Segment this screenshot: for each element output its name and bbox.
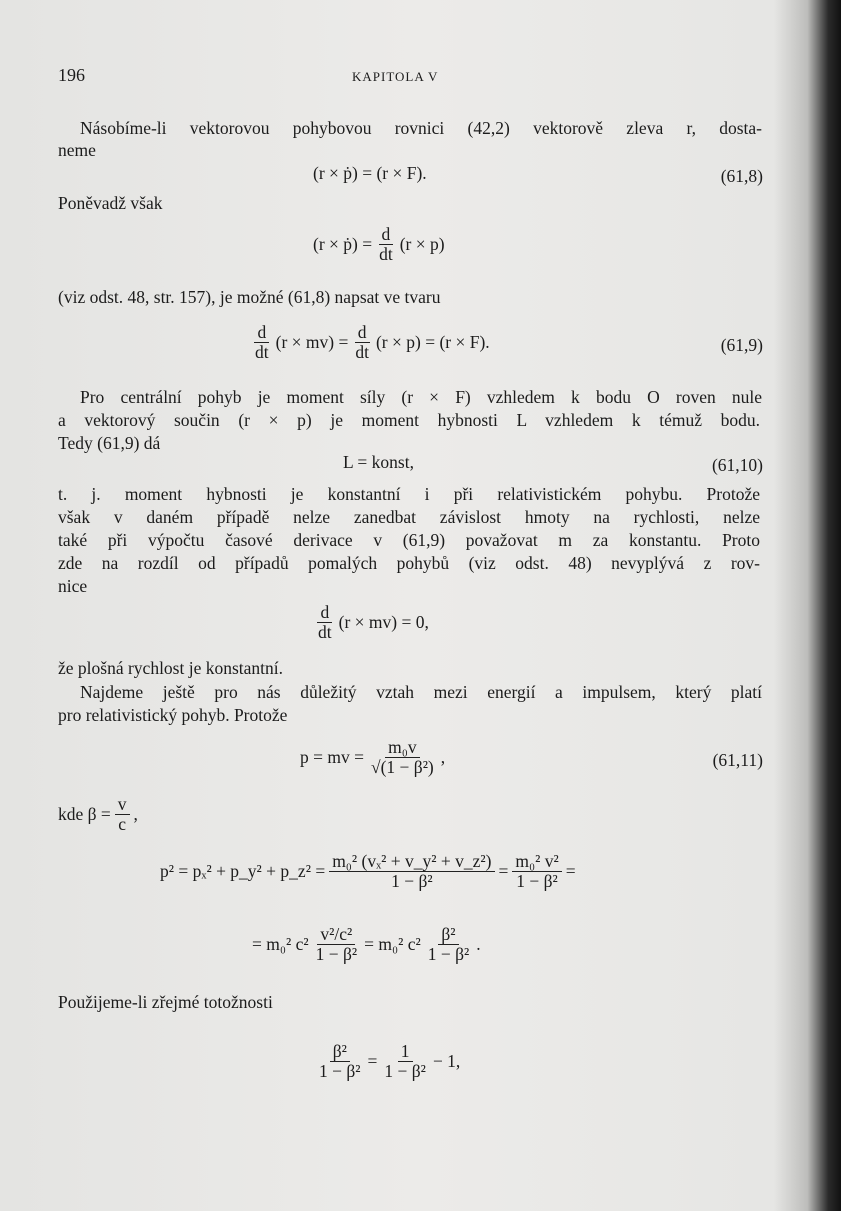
numerator: m₀v	[385, 738, 419, 758]
equation-momentum-squared	[160, 852, 576, 892]
paragraph-line: a vektorový součin (r × p) je moment hybnosti L vzhledem k témuž bodu.	[58, 410, 760, 430]
paragraph-line: také při výpočtu časové derivace v (61,9) považovat m za konstantu. Proto	[58, 530, 760, 550]
fraction	[115, 795, 130, 835]
equation-text: p = mv =	[300, 747, 364, 768]
numerator: d	[317, 603, 332, 623]
paragraph-line: že plošná rychlost je konstantní.	[58, 658, 284, 678]
numerator: v	[115, 795, 130, 815]
fraction	[381, 1042, 429, 1082]
equation-derivative	[313, 225, 445, 265]
numerator: v²/c²	[317, 925, 355, 945]
equation-text: ,	[440, 747, 446, 768]
denominator: dt	[318, 622, 332, 643]
equation-text: =	[565, 861, 576, 882]
numerator: d	[355, 323, 370, 343]
equation-61-11	[300, 738, 445, 778]
fraction	[252, 323, 272, 363]
running-head: KAPITOLA V	[352, 69, 439, 84]
paragraph-line: Najdeme ještě pro nás důležitý vztah mezi energií a impulsem, který platí	[80, 682, 762, 702]
paragraph-line: Poněvadž však	[58, 193, 163, 213]
fraction	[352, 323, 372, 363]
equation-text: (r × p) = (r × F).	[375, 332, 490, 353]
paragraph-line: zde na rozdíl od případů pomalých pohybů (viz odst. 48) nevyplývá z rov-	[58, 553, 760, 573]
denominator: 1 − β²	[315, 944, 358, 965]
equation-momentum-squared-cont	[252, 925, 481, 965]
fraction	[425, 925, 473, 965]
equation-text: ,	[133, 804, 138, 825]
numerator: β²	[330, 1042, 350, 1062]
denominator: 1 − β²	[427, 944, 470, 965]
equation-text: (r × mv) = 0,	[338, 612, 429, 633]
paragraph-line: neme	[58, 140, 96, 160]
equation-text: (r × mv) =	[275, 332, 349, 353]
equation-text: kde β =	[58, 804, 111, 825]
paragraph-line: t. j. moment hybnosti je konstantní i při relativistickém pohybu. Protože	[58, 484, 760, 504]
equation-text: =	[367, 1051, 378, 1072]
denominator: 1 − β²	[384, 1061, 426, 1082]
fraction	[313, 925, 361, 965]
paragraph-line: Použijeme-li zřejmé totožnosti	[58, 992, 273, 1012]
paragraph-line: (viz odst. 48, str. 157), je možné (61,8) napsat ve tvaru	[58, 287, 441, 307]
equation-text: (r × p)	[399, 234, 445, 255]
denominator: dt	[255, 342, 269, 363]
numerator: d	[379, 225, 394, 245]
paragraph-line: Tedy (61,9) dá	[58, 433, 161, 453]
equation-label: (61,10)	[711, 455, 763, 475]
denominator: dt	[379, 244, 393, 265]
equation-text: p² = pₓ² + p_y² + p_z² =	[160, 861, 326, 882]
equation-text: = m₀² c²	[364, 934, 421, 955]
fraction	[376, 225, 396, 265]
fraction	[315, 603, 335, 643]
equation-area-velocity	[315, 603, 429, 643]
equation-61-9	[252, 323, 490, 363]
denominator: √(1 − β²)	[370, 757, 434, 778]
fraction	[368, 738, 437, 778]
paragraph-line: pro relativistický pohyb. Protože	[58, 705, 288, 725]
equation-text: L = konst,	[343, 452, 414, 472]
denominator: 1 − β²	[391, 871, 433, 892]
numerator: d	[254, 323, 269, 343]
numerator: m₀² v²	[512, 852, 561, 872]
paragraph-line: nice	[58, 576, 88, 596]
denominator: c	[118, 814, 127, 835]
equation-text: .	[476, 934, 481, 955]
paragraph-line: však v daném případě nelze zanedbat závislost hmoty na rychlosti, nelze	[58, 507, 760, 527]
equation-text: − 1,	[432, 1051, 461, 1072]
equation-text: (r × ṗ) =	[313, 234, 373, 255]
fraction	[512, 852, 561, 892]
equation-label: (61,11)	[712, 750, 763, 770]
page-number: 196	[58, 65, 85, 85]
fraction	[329, 852, 494, 892]
beta-definition	[58, 795, 138, 835]
equation-identity	[316, 1042, 460, 1082]
equation-label: (61,8)	[720, 166, 763, 186]
equation-61-10	[343, 452, 414, 473]
numerator: β²	[438, 925, 458, 945]
numerator: 1	[398, 1042, 413, 1062]
fraction	[316, 1042, 364, 1082]
equation-text: =	[498, 861, 509, 882]
paragraph-line: Násobíme-li vektorovou pohybovou rovnici (42,2) vektorově zleva r, dosta-	[80, 118, 762, 138]
equation-text: (r × ṗ) = (r × F).	[313, 163, 427, 183]
numerator: m₀² (vₓ² + v_y² + v_z²)	[329, 852, 494, 872]
denominator: dt	[355, 342, 369, 363]
equation-text: = m₀² c²	[252, 934, 309, 955]
paragraph-line: Pro centrální pohyb je moment síly (r × F) vzhledem k bodu O roven nule	[80, 387, 762, 407]
denominator: 1 − β²	[516, 871, 558, 892]
equation-label: (61,9)	[720, 335, 763, 355]
denominator: 1 − β²	[319, 1061, 361, 1082]
equation-61-8	[313, 163, 427, 184]
